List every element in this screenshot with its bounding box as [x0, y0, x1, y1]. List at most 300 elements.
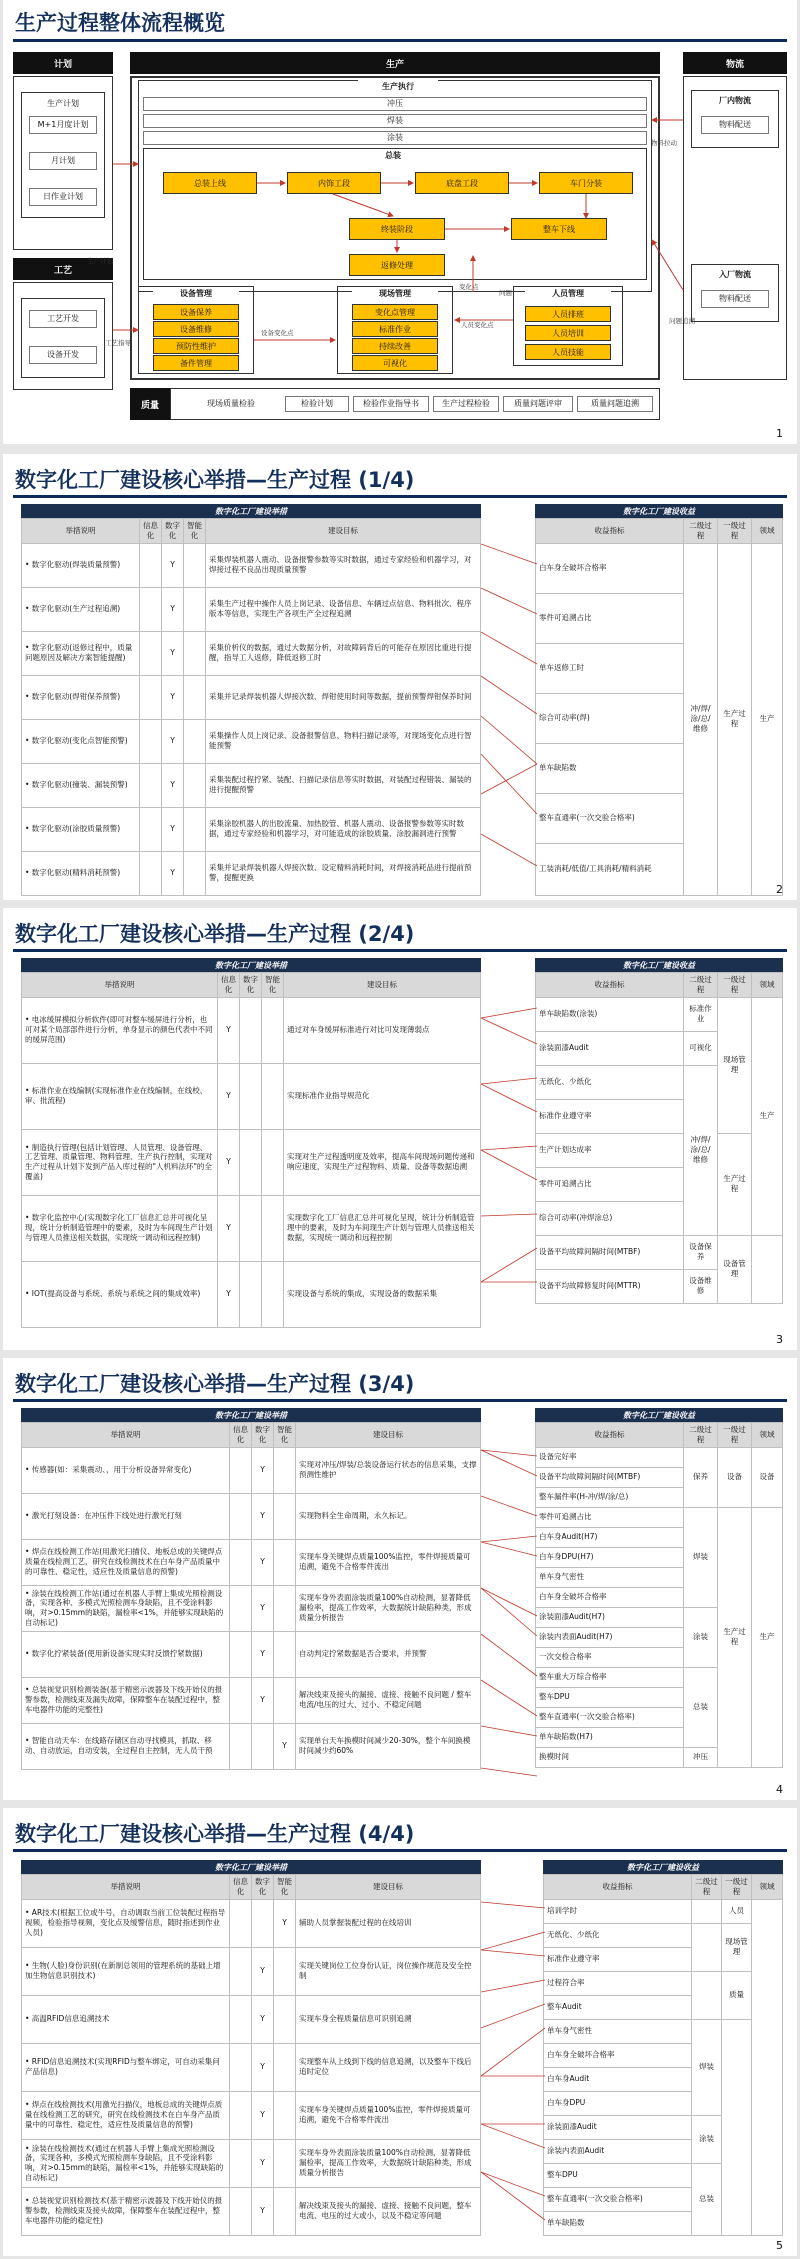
col-level1: 一级过程: [718, 1423, 752, 1448]
note-people-change: 人员变化点: [461, 321, 494, 329]
plan-item-daily[interactable]: 日作业计划: [29, 188, 97, 206]
metric: 设备平均故障间隔时间(MTBF): [536, 1467, 684, 1487]
measure-goal: 实现车身关键焊点质量100%监控，零件焊接质量可追溯，避免不合格零件流出: [296, 1539, 481, 1585]
level2-cell: 冲压: [684, 1747, 718, 1767]
col-desc: 举措说明: [22, 519, 140, 544]
metric: 综合可动率(冲焊涂总): [536, 1201, 684, 1235]
smart-flag: [274, 1947, 296, 1995]
quality-header: 质量: [130, 388, 170, 420]
metric: 单车缺陷数(涂装): [536, 997, 684, 1031]
digital-flag: [240, 1195, 262, 1261]
production-exec-label: 生产执行: [358, 80, 438, 94]
measure-desc: • 制造执行管理(包括计划管理、人员管理、设备管理、工艺管理、质量管理、物料管理、生产执行控制，实现对生产过程从计划下发到产品入库过程的"人机料法环"的全覆盖): [22, 1129, 218, 1195]
slide-title: 数字化工厂建设核心举措—生产过程 (4/4): [15, 1822, 415, 1846]
measure-desc: • AR技术(根据工位或牛号，自动调取当前工位装配过程指导视频，检验指导视频，变化点及缓警信息，随时指述到作业人员): [22, 1899, 230, 1947]
benefits-table-wrap: [535, 958, 783, 1304]
smart-flag: [274, 2091, 296, 2139]
people-skills[interactable]: 人员技能: [525, 344, 611, 360]
metric: 零件可追溯占比: [536, 1167, 684, 1201]
smart-flag: [184, 719, 206, 763]
benefits-table: [535, 518, 783, 896]
table-row: [22, 1129, 481, 1195]
step-vehicle-offline[interactable]: 整车下线: [511, 218, 607, 240]
measure-goal: 辅助人员掌握装配过程的在线培训: [296, 1899, 481, 1947]
smart-flag: [262, 1129, 284, 1195]
col-digital: 数字化: [162, 519, 184, 544]
factory-material-delivery[interactable]: 物料配送: [701, 116, 769, 134]
digital-flag: Y: [252, 1447, 274, 1493]
title-rule: [13, 949, 787, 952]
table-row: [22, 1899, 481, 1947]
line-stamping[interactable]: 冲压: [143, 97, 647, 111]
table-row: [22, 1493, 481, 1539]
col-desc: 举措说明: [22, 1875, 230, 1900]
step-interior[interactable]: 内饰工段: [287, 172, 381, 194]
equip-preventive[interactable]: 预防性维护: [153, 338, 239, 354]
level2-cell: 总装: [684, 1667, 718, 1747]
page-number: 2: [776, 883, 783, 896]
smart-flag: [184, 587, 206, 631]
table-row: [22, 1261, 481, 1327]
page-number: 4: [776, 1783, 783, 1796]
measure-desc: • 电冰缓屏模拟分析软件(即可对整车缓屏进行分析，也可对某个局部部件进行分析，单身显示的颜色代表中不同的缓屏范围): [22, 997, 218, 1063]
measure-goal: 实现整车从上线到下线的信息追溯，以及整车下线后追时定位: [296, 2043, 481, 2091]
step-door[interactable]: 车门分装: [539, 172, 633, 194]
level2-cell: 标准作业: [684, 997, 718, 1031]
line-painting[interactable]: 涂装: [143, 131, 647, 145]
measure-desc: • 数字化驱动(涂胶质量预警): [22, 807, 140, 851]
col-smart: 智能化: [274, 1875, 296, 1900]
title-rule: [13, 1849, 787, 1852]
production-plan-label: 生产计划: [25, 96, 101, 112]
measure-goal: 采集并记录焊装机器人焊接次数、焊钳使用时间等数据，提前预警焊钳保养时间: [206, 675, 481, 719]
smart-flag: [184, 631, 206, 675]
digital-flag: Y: [252, 1947, 274, 1995]
quality-process-inspection[interactable]: 生产过程检验: [433, 396, 499, 412]
measure-desc: • 总装视觉识别检测技术(基于精密示波器及下线开始仪的报警参数，检测线束及接头故障，保障整车在装配过程中，整车电器件功能的稳定性): [22, 2187, 230, 2235]
line-welding[interactable]: 焊装: [143, 114, 647, 128]
measure-goal: 解决线束及接头的漏接、虚接、接触不良问题，整车电流、电压的过大或小，以及不稳定等问题: [296, 2187, 481, 2235]
measures-tbody: [22, 1899, 481, 2235]
info-flag: [230, 2091, 252, 2139]
measure-goal: 采集焊装机器人震动、设备报警参数等实时数据，通过专家经验和机器学习，对焊接过程不良品出现质量预警: [206, 543, 481, 587]
slide-2-core-measures-1: [3, 454, 797, 900]
digital-flag: Y: [252, 1493, 274, 1539]
metric: 无纸化、少纸化: [536, 1065, 684, 1099]
col-level1: 一级过程: [718, 519, 752, 544]
smart-flag: [274, 2139, 296, 2187]
col-info: 信息化: [230, 1423, 252, 1448]
quality-inspection-plan[interactable]: 检验计划: [285, 396, 349, 412]
metric: 涂装内表面Audit: [544, 2139, 692, 2163]
metric: 培训学时: [544, 1899, 692, 1923]
level2-cell: 冲/焊/涂/总/维修: [684, 543, 718, 895]
smart-flag: [184, 807, 206, 851]
info-flag: Y: [218, 1129, 240, 1195]
domain-cell: 生产: [752, 997, 783, 1235]
digital-flag: Y: [162, 851, 184, 895]
smart-flag: [184, 763, 206, 807]
people-scheduling[interactable]: 人员排班: [525, 306, 611, 322]
table-row: [22, 1195, 481, 1261]
info-flag: [140, 587, 162, 631]
equip-label: 设备管理: [153, 288, 239, 300]
measure-desc: • 涂装在线检测技术(通过在机器人手臂上集成光照检测设备，实现各种，多模式光照检测车身缺陷，且不受涂料影响，对>0.15mm的缺陷，漏检率<1%，并能够实现缺陷的自动标记): [22, 2139, 230, 2187]
info-flag: [140, 763, 162, 807]
metric: 单车缺陷数(H7): [536, 1727, 684, 1747]
table-row: [22, 675, 481, 719]
table-row: [22, 851, 481, 895]
measure-desc: • 数字化监控中心(实现数字化工厂信息汇总并可视化呈现，统计分析制造管理中的要素，及时为车间现生产计划与管理人员推送相关数据，实现统一调动和远程控制): [22, 1195, 218, 1261]
col-digital: 数字化: [252, 1875, 274, 1900]
process-item-development[interactable]: 工艺开发: [29, 310, 97, 328]
measure-goal: 通过对车身缓屏标准进行对比可发现薄弱点: [284, 997, 481, 1063]
table-row: [22, 1947, 481, 1995]
level1-cell: 现场管理: [718, 997, 752, 1133]
step-rework[interactable]: 返修处理: [349, 254, 445, 276]
plan-item-monthly-m1[interactable]: M+1月度计划: [29, 116, 97, 134]
factory-logistics-label: 厂内物流: [695, 94, 775, 108]
metric: 整车重大万综合格率: [536, 1667, 684, 1687]
inbound-material-delivery[interactable]: 物料配送: [701, 290, 769, 308]
digital-flag: Y: [162, 631, 184, 675]
measures-table: [21, 1874, 481, 2236]
step-chassis[interactable]: 底盘工段: [415, 172, 509, 194]
title-rule: [13, 495, 787, 498]
measure-goal: 实现标准作业指导规范化: [284, 1063, 481, 1129]
measures-table-wrap: [21, 958, 481, 1328]
digital-flag: Y: [162, 543, 184, 587]
title-rule: [13, 39, 787, 42]
metric: 标准作业遵守率: [544, 1947, 692, 1971]
smart-flag: [262, 1195, 284, 1261]
info-flag: [230, 1723, 252, 1769]
metric: 整车Audit: [544, 1995, 692, 2019]
metric: 白车身DPU(H7): [536, 1547, 684, 1567]
metric: 单车身气密性: [544, 2019, 692, 2043]
measure-goal: 解决线束及接头的漏接、虚接、接触不良问题 / 整车电流/电压的过大、过小、不稳定问题: [296, 1677, 481, 1723]
measure-desc: • 涂装在线检测工作站(通过在机器人手臂上集成光照检测设备，实现各种、多模式光照检测车身缺陷，且不受涂料影响，对>0.15mm的缺陷，漏检率<1%，并能够实现缺陷的自动标记): [22, 1585, 230, 1631]
digital-flag: Y: [252, 2091, 274, 2139]
digital-flag: Y: [162, 719, 184, 763]
col-smart: 智能化: [274, 1423, 296, 1448]
metric: 白车身全破坏合格率: [536, 543, 684, 593]
level1-cell: 生产过程: [718, 543, 752, 895]
table-row: [22, 807, 481, 851]
smart-flag: [262, 1261, 284, 1327]
slide-title: 数字化工厂建设核心举措—生产过程 (2/4): [15, 922, 415, 946]
info-flag: [230, 2043, 252, 2091]
page-number: 1: [776, 427, 783, 440]
measures-table-wrap: [21, 504, 481, 896]
col-info: 信息化: [140, 519, 162, 544]
col-metric: 收益指标: [536, 973, 684, 998]
domain-cell: [752, 1235, 783, 1303]
smart-flag: Y: [274, 1899, 296, 1947]
note-issue: 问题: [499, 289, 512, 297]
metric: 白车身Audit: [544, 2067, 692, 2091]
measure-desc: • 智能自动天车：在线路存储区自动寻找模具，抓取、移动、自动放运，自动安装，全过程自主控制，无人员干预: [22, 1723, 230, 1769]
col-goal: 建设目标: [296, 1423, 481, 1448]
info-flag: [230, 2139, 252, 2187]
metric: 涂装面漆Audit: [536, 1031, 684, 1065]
measure-desc: • 总装视觉识别检测装备(基于精密示波器及下线开始仪的报警参数，检测线束及漏失故障，保障整车在装配过程中，整车电器件功能的完整性): [22, 1677, 230, 1723]
step-final[interactable]: 终装阶段: [349, 218, 445, 240]
level2-cell: 焊装: [692, 2019, 722, 2115]
metric: 零件可追溯占比: [536, 1507, 684, 1527]
measure-goal: 实现车身外表面涂装质量100%自动检测，显著降低漏检率，提高工作效率，大数据统计缺陷种类，形成质量分析报告: [296, 2139, 481, 2187]
digital-flag: [252, 1899, 274, 1947]
metric: 设备平均故障间隔时间(MTBF): [536, 1235, 684, 1269]
info-flag: [230, 1631, 252, 1677]
metric: 无纸化、少纸化: [544, 1923, 692, 1947]
col-level1: 一级过程: [718, 973, 752, 998]
measures-table: [21, 1422, 481, 1770]
site-label: 现场管理: [352, 288, 438, 300]
slide-4-core-measures-3: [3, 1358, 797, 1800]
info-flag: [230, 1447, 252, 1493]
metric: 整车直通率(一次交验合格率): [544, 2187, 692, 2211]
table-row: [22, 1447, 481, 1493]
measure-goal: 实现车身关键焊点质量100%监控，零件焊接质量可追溯，避免不合格零件流出: [296, 2091, 481, 2139]
benefits-table-header: 数字化工厂建设收益: [535, 504, 783, 518]
col-domain: 领域: [752, 1875, 783, 1900]
measure-goal: 实现物料全生命周期，永久标记。: [296, 1493, 481, 1539]
level1-cell: 质量: [722, 1971, 752, 2019]
page-number: 5: [776, 2239, 783, 2252]
col-metric: 收益指标: [544, 1875, 692, 1900]
col-info: 信息化: [218, 973, 240, 998]
level2-cell: 涂装: [684, 1607, 718, 1667]
metric: 设备完好率: [536, 1447, 684, 1467]
smart-flag: [274, 1631, 296, 1677]
smart-flag: [274, 1585, 296, 1631]
measures-table-wrap: [21, 1860, 481, 2236]
table-row: [22, 1539, 481, 1585]
measure-desc: • 数字化驱动(生产过程追溯): [22, 587, 140, 631]
metric: 单车缺陷数: [544, 2211, 692, 2235]
digital-flag: Y: [252, 2043, 274, 2091]
smart-flag: [274, 1493, 296, 1539]
col-desc: 举措说明: [22, 1423, 230, 1448]
col-domain: 领域: [752, 519, 783, 544]
metric: 标准作业遵守率: [536, 1099, 684, 1133]
smart-flag: [274, 2043, 296, 2091]
level1-cell: 人员: [722, 1899, 752, 1923]
measure-goal: 实现数字化工厂信息汇总并可视化呈现，统计分析制造管理中的要素，及时为车间现生产计划与管理人员推送相关数据，实现统一调动和远程控制: [284, 1195, 481, 1261]
benefits-table: [535, 972, 783, 1304]
col-domain: 领域: [752, 973, 783, 998]
domain-cell: 设备: [752, 1447, 783, 1507]
level2-cell: 涂装: [692, 2115, 722, 2163]
smart-flag: [262, 1063, 284, 1129]
info-flag: Y: [218, 1195, 240, 1261]
metric: 生产计划达成率: [536, 1133, 684, 1167]
measure-goal: 实现关键岗位工位身份认证，岗位操作规范及安全控制: [296, 1947, 481, 1995]
benefits-table-wrap: [543, 1860, 783, 2236]
info-flag: [140, 675, 162, 719]
level1-cell: 现场管理: [722, 1923, 752, 1971]
equip-maintenance[interactable]: 设备保养: [153, 304, 239, 320]
table-row: [22, 2091, 481, 2139]
smart-flag: [274, 1539, 296, 1585]
info-flag: Y: [218, 997, 240, 1063]
measure-goal: 采集价析仪的数据，通过大数据分析，对故障码背后的可能存在原因比重进行提醒，指导工人返修，降低返修工时: [206, 631, 481, 675]
measure-desc: • 数字化驱动(焊钳保养预警): [22, 675, 140, 719]
measure-goal: 采集装配过程拧紧、装配、扫描记录信息等实时数据，对装配过程错装、漏装的进行提醒预警: [206, 763, 481, 807]
equip-spare-parts[interactable]: 备件管理: [153, 355, 239, 371]
metric: 设备平均故障修复时间(MTTR): [536, 1269, 684, 1303]
note-issue-trace: 问题追溯: [669, 317, 695, 325]
info-flag: [230, 1493, 252, 1539]
production-header: 生产: [130, 52, 660, 74]
measure-desc: • 数字化驱动(返修过程中，质量问题原因及解决方案智能提醒): [22, 631, 140, 675]
people-label: 人员管理: [525, 288, 611, 300]
table-row: [22, 1631, 481, 1677]
note-process-guide: 工艺指导: [105, 339, 131, 347]
measure-goal: 实现单台天车换模时间减少20-30%，整个车间换模时间减少约60%: [296, 1723, 481, 1769]
metric: 整车DPU: [536, 1687, 684, 1707]
digital-flag: Y: [252, 2139, 274, 2187]
metric: 一次交检合格率: [536, 1647, 684, 1667]
site-improvement[interactable]: 持续改善: [352, 338, 438, 354]
col-smart: 智能化: [184, 519, 206, 544]
measure-goal: 实现车身外表面涂装质量100%自动检测，显著降低漏检率，提高工作效率，大数据统计缺陷种类，形成质量分析报告: [296, 1585, 481, 1631]
digital-flag: Y: [252, 1585, 274, 1631]
metric: 白车身全破坏合格率: [536, 1587, 684, 1607]
measure-desc: • 数字化驱动(变化点智能预警): [22, 719, 140, 763]
measures-table: [21, 972, 481, 1328]
measure-desc: • 数字化驱动(焊装质量预警): [22, 543, 140, 587]
digital-flag: Y: [162, 807, 184, 851]
quality-issue-trace[interactable]: 质量问题追溯: [577, 396, 653, 412]
measure-goal: 采集操作人员上岗记录、设备报警信息、物料扫描记录等，对现场变化点进行智能预警: [206, 719, 481, 763]
smart-flag: [274, 1447, 296, 1493]
info-flag: [230, 1899, 252, 1947]
metric: 涂装内表面Audit(H7): [536, 1627, 684, 1647]
measure-goal: 实现对冲压/焊装/总装设备运行状态的信息采集，支撑预测性维护: [296, 1447, 481, 1493]
domain-cell: 生产: [752, 543, 783, 895]
info-flag: [230, 1995, 252, 2043]
page-number: 3: [776, 1333, 783, 1346]
measures-tbody: [22, 1447, 481, 1769]
benefits-table-header: 数字化工厂建设收益: [535, 1408, 783, 1422]
digital-flag: [240, 997, 262, 1063]
info-flag: [140, 851, 162, 895]
quality-issue-review[interactable]: 质量问题评审: [503, 396, 573, 412]
smart-flag: [184, 851, 206, 895]
info-flag: Y: [218, 1261, 240, 1327]
table-row: [22, 1995, 481, 2043]
measure-goal: 实现车身全程质量信息可识别追溯: [296, 1995, 481, 2043]
measure-desc: • 传感器(如：采集震动、，用于分析设备异常变化): [22, 1447, 230, 1493]
digital-flag: Y: [162, 763, 184, 807]
slide-title: 生产过程整体流程概览: [15, 11, 225, 35]
smart-flag: Y: [274, 1723, 296, 1769]
digital-flag: [252, 1723, 274, 1769]
measure-desc: • 数字化驱动(精料消耗预警): [22, 851, 140, 895]
smart-flag: [184, 675, 206, 719]
metric: 整车漏件率(H-冲/焊/涂/总): [536, 1487, 684, 1507]
measure-desc: • 激光打刻设备：在冲压件下线处进行激光打刻: [22, 1493, 230, 1539]
slide-title: 数字化工厂建设核心举措—生产过程 (1/4): [15, 468, 415, 492]
measure-goal: 自动判定拧紧数据是否合要求，并预警: [296, 1631, 481, 1677]
site-standard-work[interactable]: 标准作业: [352, 321, 438, 337]
smart-flag: [262, 997, 284, 1063]
measure-desc: • 生物(人脸)身份识别(在新制总领用的管理系统的基础上增加生物信息识别技术): [22, 1947, 230, 1995]
col-level2: 二级过程: [684, 1423, 718, 1448]
info-flag: Y: [218, 1063, 240, 1129]
benefits-table-header: 数字化工厂建设收益: [535, 958, 783, 972]
metric: 整车直通率(一次交验合格率): [536, 1707, 684, 1727]
slide-1-process-overview: [3, 0, 797, 444]
note-change-point: 变化点: [459, 283, 479, 291]
table-row: [22, 719, 481, 763]
benefits-table: [543, 1874, 783, 2236]
info-flag: [230, 1947, 252, 1995]
measures-tbody: [22, 997, 481, 1327]
digital-flag: Y: [252, 1539, 274, 1585]
benefits-table-wrap: [535, 1408, 783, 1768]
metric: 涂装面漆Audit: [544, 2115, 692, 2139]
metric: 单车缺陷数: [536, 743, 684, 793]
info-flag: [140, 807, 162, 851]
step-assembly-start[interactable]: 总装上线: [163, 172, 257, 194]
level2-cell: 总装: [692, 2163, 722, 2235]
title-rule: [13, 1399, 787, 1402]
digital-flag: Y: [162, 587, 184, 631]
table-row: [22, 543, 481, 587]
info-flag: [140, 631, 162, 675]
level2-cell: 设备维修: [684, 1269, 718, 1303]
col-desc: 举措说明: [22, 973, 218, 998]
note-equip-change: 设备变化点: [261, 329, 294, 337]
metric: 零件可追溯占比: [536, 593, 684, 643]
table-row: [22, 631, 481, 675]
measures-table: [21, 518, 481, 896]
measure-desc: • IOT(提高设备与系统、系统与系统之间的集成效率): [22, 1261, 218, 1327]
level1-cell: 生产过程: [718, 1507, 752, 1767]
plan-item-monthly[interactable]: 月计划: [29, 152, 97, 170]
slide-title: 数字化工厂建设核心举措—生产过程 (3/4): [15, 1372, 415, 1396]
col-goal: 建设目标: [284, 973, 481, 998]
level2-cell: 冲/焊/涂/总/维修: [684, 1065, 718, 1235]
level2-cell: 焊装: [684, 1507, 718, 1607]
digital-flag: [240, 1063, 262, 1129]
site-visualization[interactable]: 可视化: [352, 355, 438, 371]
col-level1: 一级过程: [722, 1875, 752, 1900]
info-flag: [140, 719, 162, 763]
quality-work-instruction[interactable]: 检验作业指导书: [353, 396, 429, 412]
benefits-table: [535, 1422, 783, 1768]
process-item-equipment-dev[interactable]: 设备开发: [29, 346, 97, 364]
level1-cell: 设备: [718, 1447, 752, 1507]
info-flag: [230, 1585, 252, 1631]
table-row: [22, 2187, 481, 2235]
metric: 整车DPU: [544, 2163, 692, 2187]
process-header: 工艺: [13, 258, 113, 280]
people-training[interactable]: 人员培训: [525, 325, 611, 341]
slide-3-core-measures-2: [3, 908, 797, 1350]
site-change-point[interactable]: 变化点管理: [352, 304, 438, 320]
equip-repair[interactable]: 设备维修: [153, 321, 239, 337]
measures-tbody: [22, 543, 481, 895]
col-level2: 二级过程: [684, 519, 718, 544]
metric: 白车身全破坏合格率: [544, 2043, 692, 2067]
table-row: [22, 997, 481, 1063]
metric: 单车返修工时: [536, 643, 684, 693]
metric: 涂装面漆Audit(H7): [536, 1607, 684, 1627]
